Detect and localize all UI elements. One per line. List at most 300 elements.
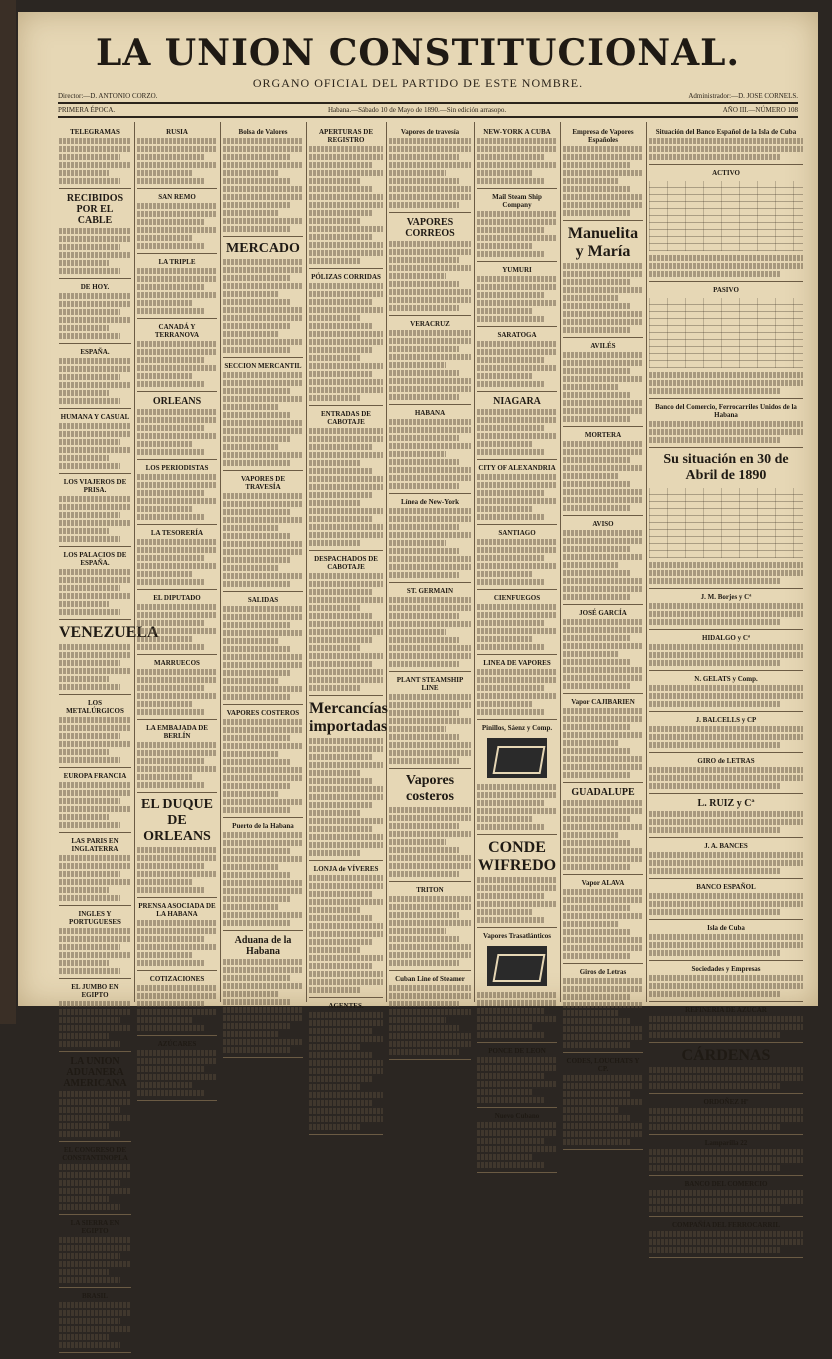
column-heading: CODES, LOUCHATS Y CP. [566,1057,640,1073]
date-label: Habana.—Sábado 10 de Mayo de 1890.—Sin edición arrasopo. [328,106,507,114]
section-divider [59,1214,131,1215]
section-divider [137,459,217,460]
article-text [649,893,803,915]
article-text [563,800,643,870]
column-heading: NEW-YORK A CUBA [483,128,551,136]
section-divider [137,318,217,319]
section-divider [389,1059,471,1060]
column-heading: CÁRDENAS [681,1047,771,1064]
column-heading: PRENSA ASOCIADA DE LA HABANA [138,902,216,918]
column-heading: TELEGRAMAS [70,128,120,136]
column-heading: APERTURAS DE REGISTRO [318,128,373,144]
article-text [649,975,803,997]
column-heading: Aduana de la Habana [234,935,292,957]
financial-table [649,488,803,558]
column-8 [646,122,806,1229]
column-heading: BRASIL [81,1292,109,1300]
article-text [59,717,131,763]
article-text [309,146,383,264]
article-text [309,875,383,993]
section-divider [477,1042,557,1043]
article-text [649,1016,803,1038]
article-text [389,138,471,208]
column-heading: J. BALCELLS y CP [695,716,757,724]
section-divider [389,582,471,583]
article-text [59,358,131,404]
column-heading: Vapores de travesía [400,128,460,136]
column-heading: LOS PERIODISTAS [145,464,209,472]
column-heading: VENEZUELA [59,624,159,641]
column-heading: TRITON [416,886,444,894]
column-6 [474,122,561,1120]
column-heading: CONDE WIFREDO [477,839,557,874]
section-divider [389,493,471,494]
article-text [389,241,471,311]
article-text [649,726,803,748]
administrator-credit: Administrador:—D. JOSE CORNELS. [688,92,798,100]
column-heading: ORDOÑEZ Hº [703,1098,749,1106]
section-divider [59,343,131,344]
article-text [649,1108,803,1130]
section-divider [223,357,303,358]
section-divider [563,963,643,964]
article-text [563,530,643,600]
article-text [563,146,643,216]
section-divider [137,654,217,655]
section-divider [59,619,131,620]
column-heading: MERCADO [226,241,300,256]
article-columns [56,122,806,1300]
section-divider [563,604,643,605]
article-text [649,934,803,956]
column-heading: Banco del Comercio, Ferrocarriles Unidos de la Habana [655,403,797,419]
column-heading: J. M. Borjes y Cª [700,593,752,601]
section-divider [389,404,471,405]
column-heading: AZÚCARES [157,1040,197,1048]
article-text [59,928,131,974]
column-heading: AVILÉS [590,342,616,350]
section-divider [137,589,217,590]
article-text [477,1057,557,1103]
section-divider [223,704,303,705]
article-text [563,263,643,333]
section-divider [137,253,217,254]
article-text [649,562,803,584]
article-text [137,203,217,249]
column-heading: VAPORES COSTEROS [226,709,300,717]
article-text [649,1149,803,1171]
section-divider [477,927,557,928]
column-heading: J. A. BANCES [704,842,748,850]
section-divider [223,591,303,592]
article-text [223,138,303,232]
column-heading: Empresa de Vapores Españoles [572,128,634,144]
column-heading: SANTIAGO [498,529,536,537]
section-divider [137,391,217,392]
column-heading: LA SIERRA EN EGIPTO [70,1219,120,1235]
section-divider [309,695,383,696]
article-text [309,738,383,856]
section-divider [137,792,217,793]
section-divider [649,837,803,838]
article-text [649,811,803,833]
section-divider [649,1134,803,1135]
column-heading: ESPAÑA. [80,348,110,356]
column-heading: NIAGARA [493,396,541,407]
column-heading: LONJA de VÍVERES [313,865,379,873]
section-divider [309,268,383,269]
section-divider [59,1352,131,1353]
article-text [477,409,557,455]
column-heading: SAN REMO [158,193,196,201]
section-divider [563,337,643,338]
article-text [649,1231,803,1253]
column-heading: LOS PALACIOS DE ESPAÑA. [63,551,127,567]
column-heading: JOSÉ GARCÍA [579,609,627,617]
book-binding [0,0,16,1024]
section-divider [137,1100,217,1101]
column-heading: SECCION MERCANTIL [224,362,302,370]
column-heading: AVISO [592,520,614,528]
section-divider [563,693,643,694]
article-text [137,474,217,520]
section-divider [649,164,803,165]
column-heading: Mercancías importadas [309,700,388,735]
article-text [59,293,131,339]
article-text [59,1237,131,1283]
newspaper-subtitle: ORGANO OFICIAL DEL PARTIDO DE ESTE NOMBRE. [252,76,584,90]
newspaper-title: LA UNION CONSTITUCIONAL. [96,32,740,74]
section-divider [563,874,643,875]
article-text [389,985,471,1055]
article-text [563,889,643,959]
section-divider [649,670,803,671]
column-heading: Vapores costeros [405,773,455,804]
column-2 [134,122,221,1048]
section-divider [477,261,557,262]
article-text [59,228,131,274]
section-divider [137,1035,217,1036]
article-text [59,1001,131,1047]
article-text [223,606,303,700]
financial-table [649,181,803,251]
column-7 [560,122,647,1073]
article-text [389,330,471,400]
column-heading: LOS VIAJEROS DE PRISA. [63,478,127,494]
column-heading: Cuban Line of Steamer [395,975,465,983]
director-credit: Director:—D. ANTONIO CORZO. [58,92,158,100]
section-divider [649,447,803,448]
section-divider [137,970,217,971]
article-text [137,341,217,387]
article-text [477,341,557,387]
section-divider [309,550,383,551]
article-text [137,920,217,966]
article-text [563,708,643,778]
newspaper-page [18,12,818,1300]
column-heading: Línea de New-York [401,498,459,506]
column-heading: VERACRUZ [410,320,450,328]
section-divider [389,671,471,672]
column-heading: YUMURI [502,266,532,274]
article-text [563,619,643,689]
column-3 [220,122,307,1002]
column-heading: GUADALUPE [571,787,635,798]
article-text [59,569,131,615]
article-text [563,978,643,1048]
article-text [389,694,471,764]
article-text [389,896,471,966]
column-heading: L. RUIZ y Cª [697,798,755,809]
article-text [649,421,803,443]
section-divider [59,767,131,768]
column-5 [386,122,475,1002]
flag-illustration [487,738,547,778]
column-heading: Puerto de la Habana [232,822,294,830]
section-divider [563,426,643,427]
article-text [649,852,803,874]
section-divider [649,1257,803,1258]
section-divider [59,978,131,979]
column-heading: BANCO ESPAÑOL [696,883,756,891]
column-heading: Sociedades y Empresas [691,965,761,973]
section-divider [137,897,217,898]
column-heading: SALIDAS [247,596,279,604]
section-divider [59,473,131,474]
section-divider [309,405,383,406]
section-divider [649,752,803,753]
column-heading: INGLES Y PORTUGUESES [69,910,121,926]
section-divider [477,326,557,327]
column-heading: ENTRADAS DE CABOTAJE [321,410,371,426]
section-divider [649,281,803,282]
column-heading: RECIBIDOS POR EL CABLE [66,193,124,226]
column-heading: Vapores Trasatlánticos [483,932,551,940]
column-heading: HABANA [414,409,446,417]
article-text [477,669,557,715]
column-heading: LINEA DE VAPORES [483,659,551,667]
article-text [649,685,803,707]
column-heading: Bolsa de Valores [238,128,288,136]
column-heading: COMPAÑÍA DEL FERROCARRIL [672,1221,780,1229]
section-divider [563,1149,643,1150]
article-text [223,959,303,1053]
header-rule [58,102,798,104]
column-heading: Manuelita y María [567,225,639,260]
section-divider [563,515,643,516]
article-text [563,441,643,511]
column-heading: AGENTES. [328,1002,364,1010]
article-text [309,283,383,401]
section-divider [223,236,303,237]
column-heading: Vapor ALAVA [581,879,625,887]
article-text [477,539,557,585]
column-heading: Nuevo Cubano [494,1112,540,1120]
section-divider [477,654,557,655]
article-text [649,138,803,160]
article-text [223,719,303,813]
section-divider [223,470,303,471]
section-divider [59,278,131,279]
column-heading: ST. GERMAIN [406,587,454,595]
column-heading: GIRO de LETRAS [697,757,755,765]
flag-illustration [487,946,547,986]
article-text [309,1012,383,1130]
section-divider [389,212,471,213]
section-divider [649,588,803,589]
article-text [223,832,303,926]
section-divider [59,1051,131,1052]
section-divider [477,589,557,590]
section-divider [649,398,803,399]
column-heading: RUSIA [166,128,188,136]
section-divider [59,546,131,547]
column-heading: ACTIVO [712,169,740,177]
column-heading: HUMANA Y CASUAL [60,413,130,421]
column-heading: REFINERIA DE AZUCAR [685,1006,767,1014]
column-heading: EL JUMBO EN EGIPTO [71,983,119,999]
section-divider [137,188,217,189]
section-divider [59,832,131,833]
section-divider [477,719,557,720]
column-heading: ORLEANS [152,396,202,407]
article-text [477,138,557,184]
section-divider [477,524,557,525]
section-divider [477,834,557,835]
column-heading: LA EMBAJADA DE BERLÍN [146,724,208,740]
column-heading: BANCO DEL COMERCIO [684,1180,768,1188]
article-text [59,855,131,901]
section-divider [59,1141,131,1142]
article-text [389,807,471,877]
article-text [477,474,557,520]
article-text [649,767,803,789]
column-heading: CITY OF ALEXANDRIA [478,464,556,472]
article-text [137,604,217,650]
article-text [477,276,557,322]
article-text [137,138,217,184]
section-divider [137,524,217,525]
column-heading: PÓLIZAS CORRIDAS [311,273,381,281]
section-divider [649,1216,803,1217]
section-divider [137,719,217,720]
article-text [59,138,131,184]
article-text [223,493,303,587]
column-heading: LOS METALÚRGICOS [66,699,124,715]
article-text [649,255,803,277]
column-heading: Situación del Banco Español de la Isla de Cuba [655,128,797,136]
column-heading: HIDALGO y Cª [702,634,750,642]
article-text [649,644,803,666]
article-text [137,1050,217,1096]
section-divider [389,881,471,882]
article-text [389,508,471,578]
column-heading: EL DIPUTADO [153,594,201,602]
article-text [59,423,131,469]
article-text [137,847,217,893]
article-text [649,1067,803,1089]
article-text [137,742,217,788]
column-heading: Vapor CAJIBARIEN [571,698,635,706]
section-divider [477,1172,557,1173]
column-heading: LA UNION ADUANERA AMERICANA [63,1056,127,1089]
column-heading: COTIZACIONES [149,975,205,983]
article-text [563,352,643,422]
section-divider [477,459,557,460]
article-text [223,259,303,353]
article-text [59,496,131,542]
issue-label: AÑO III.—NÚMERO 108 [722,106,798,114]
column-heading: VAPORES CORREOS [405,217,455,239]
column-heading: EUROPA FRANCIA [63,772,127,780]
section-divider [563,782,643,783]
article-text [137,268,217,314]
section-divider [649,1001,803,1002]
section-divider [649,711,803,712]
article-text [309,573,383,691]
article-text [649,1190,803,1212]
column-heading: PLANT STEAMSHIP LINE [396,676,464,692]
column-heading: Pinillos, Sáenz y Comp. [481,724,553,732]
column-heading: Mail Steam Ship Company [492,193,542,209]
column-heading: DESPACHADOS DE CABOTAJE [314,555,378,571]
section-divider [477,188,557,189]
column-heading: EL DUQUE DE ORLEANS [141,797,213,844]
section-divider [649,919,803,920]
section-divider [649,1175,803,1176]
financial-table [649,298,803,368]
column-heading: VAPORES DE TRAVESÍA [240,475,286,491]
article-text [59,1164,131,1210]
section-divider [59,188,131,189]
article-text [223,372,303,466]
section-divider [59,905,131,906]
column-heading: PONCE DE LEON [488,1047,546,1055]
section-divider [389,315,471,316]
article-text [137,669,217,715]
article-text [59,1302,131,1348]
section-divider [223,817,303,818]
section-divider [309,1134,383,1135]
section-divider [649,878,803,879]
article-text [477,1122,557,1168]
section-divider [223,1057,303,1058]
section-divider [649,793,803,794]
epoch-label: PRIMERA ÉPOCA. [58,106,116,114]
section-divider [649,629,803,630]
column-heading: LA TESORERÍA [150,529,204,537]
section-divider [649,960,803,961]
section-divider [563,220,643,221]
section-divider [477,1107,557,1108]
section-divider [389,768,471,769]
column-heading: CIENFUEGOS [493,594,541,602]
column-heading: LAS PARIS EN INGLATERRA [71,837,119,853]
article-text [59,782,131,828]
masthead [18,32,818,91]
section-divider [59,694,131,695]
column-heading: N. GELATS y Comp. [694,675,758,683]
column-1 [56,122,159,1300]
article-text [59,644,131,690]
section-divider [649,1042,803,1043]
column-heading: Isla de Cuba [707,924,745,932]
article-text [477,992,557,1038]
section-divider [309,860,383,861]
column-heading: DE HOY. [80,283,110,291]
article-text [477,211,557,257]
section-divider [563,1052,643,1053]
